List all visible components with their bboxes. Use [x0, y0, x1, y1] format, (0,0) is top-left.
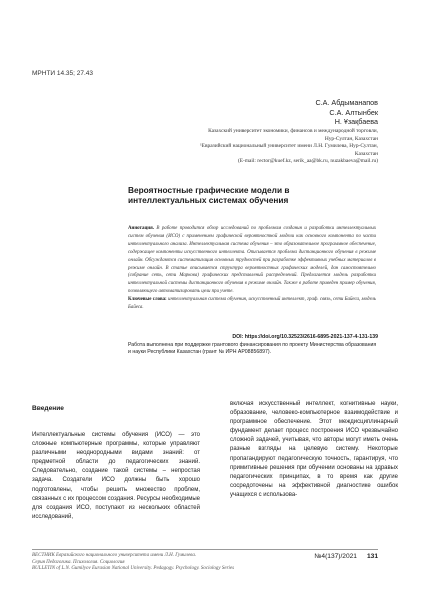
body-column-right [230, 400, 398, 500]
journal-name-ru: ВЕСТНИК Евразийского национального университета имени Л.Н. Гумилева. [32, 553, 197, 558]
funding-note: Работа выполнена при поддержке грантового финансирования по проекту Министерства образования и науки Республики Казахстан (грант № ИРН АР08856897). [128, 341, 377, 356]
issue-and-page [314, 553, 378, 560]
affiliations-block [178, 128, 378, 166]
abstract-block [128, 225, 376, 312]
keywords-text: интеллектуальная система обучения, искусственный интеллект, граф. связь, сети Байеса, модель Байеса. [128, 297, 376, 311]
body-paragraph: Интеллектуальные системы обучения (ИСО) — это сложные компьютерные программы, которые управляют различными неоднородными видами знаний: от предметной области до педагогических знаний. Следовательно, создание такой системы – непростая задача. Создатели ИСО должны быть хорошо подготовлены, чтобы решить множество проблем, связанных с их процессом создания. Ресурсы необходимые для создания ИСО, поступают из нескольких областей исследований, [32, 432, 200, 520]
body-paragraph: включая искусственный интеллект, когнитивные науки, образование, человеко-компьютерное взаимодействие и программное обеспечение. Этот междисциплинарный фундамент делает процесс построения ИСО чрезвычайно сложной задачей, учитывая, что авторы могут иметь очень разные взгляды на целевую систему. Некоторые пропагандируют педагогическую точность, гарантируя, что примитивные решения при обучении основаны на здравых педагогических принципах, в то время как другие сосредоточены на эффективной диагностике ошибок учащихся с использова- [230, 401, 398, 498]
abstract-text: В работе проводится обзор исследований по проблемам создания и разработки интеллектуальных систем обучения (ИСО) с применением графической вероятностной модели как основного компонента по части интеллектуального анализа. Интеллектуальная система обучения – это образовательное программное обеспечение, содержащее компоненты искусственного интеллекта. Описывается проблема дистанционного обучения в режиме онлайн. Обсуждаются систематизация основных трудностей при разработке эффективных учебных материалов в режиме онлайн. В статье описывается структура вероятностных графических моделей, дан самостоятельно (собрание сеть, сети Маркова) графических представлений распределений. Предлагается модель разработки интеллектуальной системы дистанционного обучения в режиме онлайн. Также в работе приведен пример обучения, позволяющего автоматизировать цели при учете. [128, 226, 376, 295]
authors-block [315, 98, 378, 127]
series-name-ru: Серия Педагогика. Психология. Социология [32, 559, 125, 565]
keywords-line [128, 296, 376, 312]
abstract-label: Аннотация. [128, 226, 154, 231]
affiliation-line: Нур-Султан, Казахстан [324, 135, 378, 142]
section-heading: Введение [32, 405, 64, 412]
footer-divider [32, 549, 378, 550]
author-emails: (E-mail: rector@kuef.kz, serik_aa@bk.ru, nuzakbaeva@mail.ru) [237, 158, 378, 164]
journal-footer [32, 553, 234, 573]
journal-name-en: BULLETIN of L.N. Gumilyov Eurasian National University. Pedagogy. Psychology. Sociology Series [32, 566, 235, 572]
doi-link[interactable]: DOI: https://doi.org/10.32523/2616-6895-2021-137-4-131-139 [232, 334, 378, 340]
mrnti-code: МРНТИ 14.35; 27.43 [32, 70, 94, 77]
keywords-label: Ключевые слова: [128, 297, 167, 303]
affiliation-line: ¹Евразийский национальный университет имени Л.Н. Гумилева, Нур-Султан, Казахстан [200, 143, 378, 157]
article-title-line: интеллектуальных системах обучения [128, 195, 289, 205]
affiliation-line: Казахский университет экономики, финансов и международной торговли, [208, 128, 378, 134]
body-column-left [32, 431, 200, 522]
abstract-text-wrap [128, 225, 376, 296]
article-title [128, 185, 358, 205]
author-name: Н. Ұзақбаева [334, 117, 378, 126]
page-number: 131 [366, 553, 378, 560]
author-name: С.А. Алтынбек [329, 107, 378, 117]
author-name: С.А. Абдыманапов [315, 98, 378, 107]
issue-number: №4(137)/2021 [314, 553, 357, 560]
article-title-line: Вероятностные графические модели в [128, 185, 290, 195]
doi-block [128, 334, 378, 357]
